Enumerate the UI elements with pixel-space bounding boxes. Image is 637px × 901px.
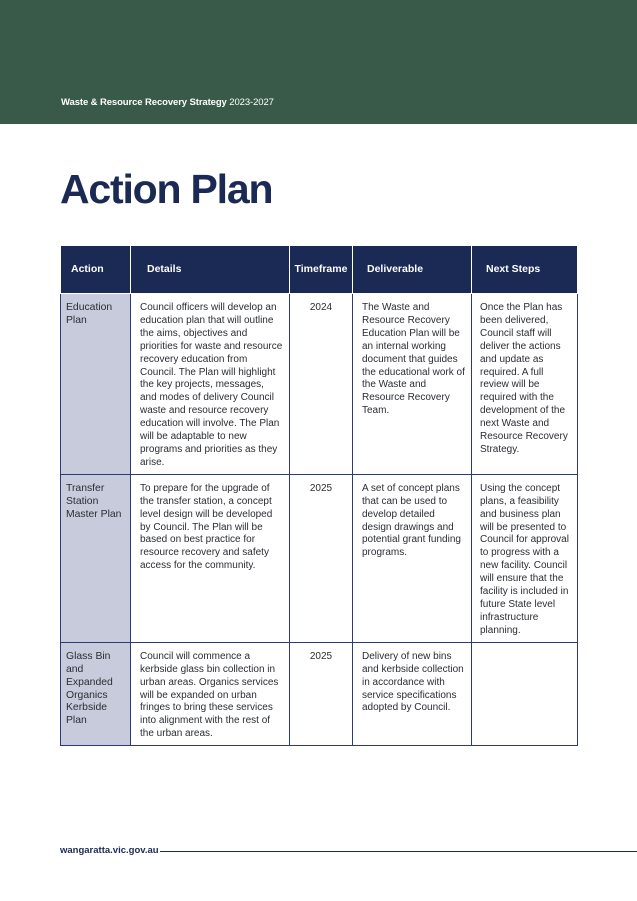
document-title-bold: Waste & Resource Recovery Strategy (61, 97, 227, 108)
cell-details: Council will commence a kerbside glass bin collection in urban areas. Organics services will be expanded on urban fringes to bring these services into alignment with the rest of the urban areas. (131, 642, 290, 745)
document-title-years: 2023-2027 (229, 97, 274, 108)
column-header-action: Action (61, 246, 131, 294)
page-title: Action Plan (60, 166, 273, 212)
column-header-timeframe: Timeframe (290, 246, 353, 294)
cell-timeframe: 2025 (290, 474, 353, 642)
cell-timeframe: 2025 (290, 642, 353, 745)
cell-details: Council officers will develop an education plan that will outline the aims, objectives and priorities for waste and resource recovery education from Council. The Plan will highlight the key projects, messages, and modes of delivery Council waste and resource recovery education will involve. The Plan will be adaptable to new programs and priorities as they arise. (131, 294, 290, 475)
column-header-details: Details (131, 246, 290, 294)
cell-action: Education Plan (61, 294, 131, 475)
cell-deliverable: Delivery of new bins and kerbside collection in accordance with service specifications adopted by Council. (353, 642, 472, 745)
cell-details: To prepare for the upgrade of the transfer station, a concept level design will be developed by Council. The Plan will be based on best practice for resource recovery and safety access for the community. (131, 474, 290, 642)
footer-divider (160, 851, 637, 852)
table-row (61, 642, 578, 745)
cell-next-steps (472, 642, 578, 745)
cell-action: Glass Bin and Expanded Organics Kerbside Plan (61, 642, 131, 745)
column-header-deliverable: Deliverable (353, 246, 472, 294)
table-row (61, 474, 578, 642)
table-header-row (61, 246, 578, 294)
action-plan-table (60, 245, 578, 746)
cell-next-steps: Using the concept plans, a feasibility and business plan will be presented to Council for approval to progress with a new facility. Council will ensure that the facility is included in future State level infrastructure planning. (472, 474, 578, 642)
footer-website-link[interactable]: wangaratta.vic.gov.au (60, 845, 159, 856)
document-title (61, 97, 274, 108)
column-header-next-steps: Next Steps (472, 246, 578, 294)
cell-next-steps: Once the Plan has been delivered, Council staff will deliver the actions and update as required. A full review will be required with the development of the next Waste and Resource Recovery Strategy. (472, 294, 578, 475)
cell-deliverable: The Waste and Resource Recovery Education Plan will be an internal working document that guides the educational work of the Waste and Resource Recovery Team. (353, 294, 472, 475)
cell-timeframe: 2024 (290, 294, 353, 475)
cell-action: Transfer Station Master Plan (61, 474, 131, 642)
cell-deliverable: A set of concept plans that can be used to develop detailed design drawings and potential grant funding programs. (353, 474, 472, 642)
table-row (61, 294, 578, 475)
